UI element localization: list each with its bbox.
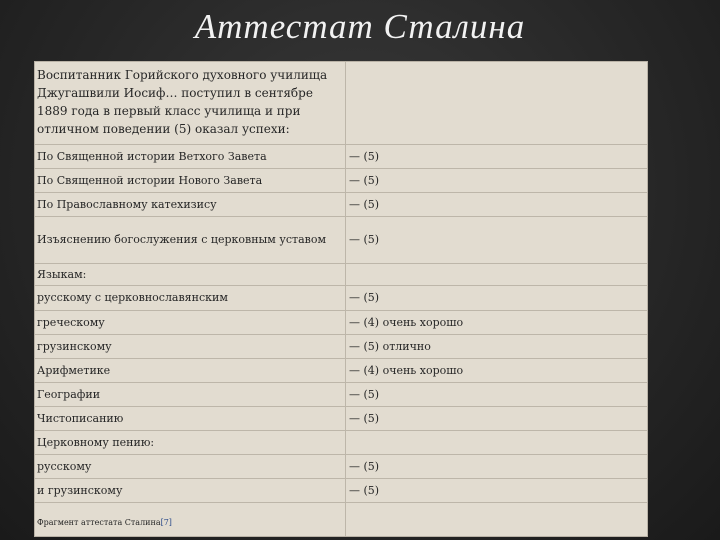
table-row: [35, 406, 647, 430]
table-row: [35, 454, 647, 478]
grade-cell: — (5): [346, 192, 648, 216]
grade-cell: — (5): [346, 478, 648, 502]
grade-cell: — (5): [346, 168, 648, 192]
footnote-empty-cell: [346, 502, 648, 537]
table-row: [35, 310, 647, 334]
table-row: [35, 168, 647, 192]
grade-cell: — (4) очень хорошо: [346, 310, 648, 334]
subject-cell: русскому с церковнославянским: [35, 285, 346, 310]
subject-cell: Церковному пению:: [35, 430, 346, 454]
footnote-reference-link[interactable]: [7]: [160, 517, 172, 527]
table-row: [35, 263, 647, 285]
grade-cell: — (5): [346, 406, 648, 430]
grade-cell: [346, 263, 648, 285]
intro-row: [35, 62, 647, 144]
subject-cell: Языкам:: [35, 263, 346, 285]
table-row: [35, 478, 647, 502]
slide-title: Аттестат Сталина: [194, 7, 526, 46]
subject-cell: греческому: [35, 310, 346, 334]
table-row: [35, 216, 647, 263]
grade-cell: — (4) очень хорошо: [346, 358, 648, 382]
grades-table: [35, 62, 647, 537]
subject-cell: По Священной истории Ветхого Завета: [35, 144, 346, 168]
footnote-text: Фрагмент аттестата Сталина: [37, 517, 161, 527]
footnote-row: [35, 502, 647, 537]
subject-cell: Изъяснению богослужения с церковным уставом: [35, 216, 346, 263]
grade-cell: — (5): [346, 285, 648, 310]
grade-cell: — (5): [346, 382, 648, 406]
subject-cell: грузинскому: [35, 334, 346, 358]
grade-cell: — (5) отлично: [346, 334, 648, 358]
table-row: [35, 358, 647, 382]
intro-text: Воспитанник Горийского духовного училища Джугашвили Иосиф… поступил в сентябре 1889 года в первый класс училища и при отличном поведении (5) оказал успехи:: [35, 62, 346, 144]
table-row: [35, 334, 647, 358]
certificate-table-container: [34, 61, 648, 537]
subject-cell: По Православному катехизису: [35, 192, 346, 216]
subject-cell: и грузинскому: [35, 478, 346, 502]
grade-cell: — (5): [346, 144, 648, 168]
subject-cell: По Священной истории Нового Завета: [35, 168, 346, 192]
footnote-cell: [35, 502, 346, 537]
table-row: [35, 285, 647, 310]
grade-cell: [346, 430, 648, 454]
subject-cell: Чистописанию: [35, 406, 346, 430]
subject-cell: русскому: [35, 454, 346, 478]
table-row: [35, 144, 647, 168]
intro-grade-cell: [346, 62, 648, 144]
subject-cell: Арифметике: [35, 358, 346, 382]
grade-cell: — (5): [346, 216, 648, 263]
table-row: [35, 192, 647, 216]
grade-cell: — (5): [346, 454, 648, 478]
table-row: [35, 382, 647, 406]
subject-cell: Географии: [35, 382, 346, 406]
table-row: [35, 430, 647, 454]
